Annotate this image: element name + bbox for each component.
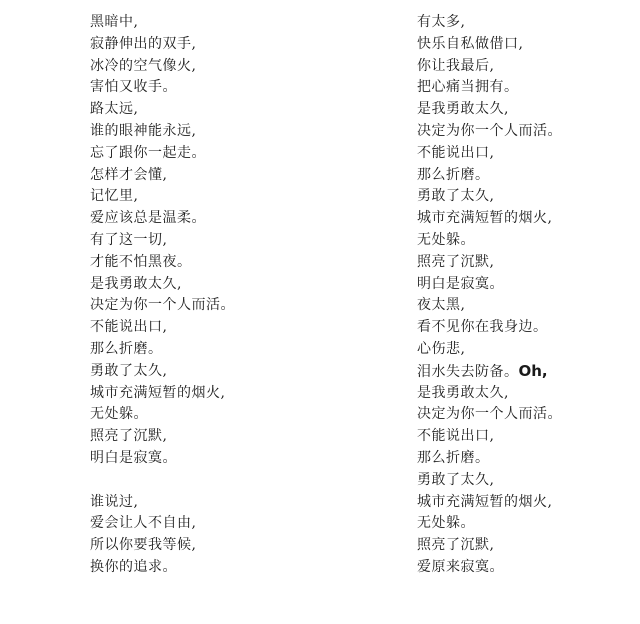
lyric-line: 是我勇敢太久, [417,101,509,118]
lyric-line: 你让我最后, [417,57,495,74]
lyric-line: 爱原来寂寞。 [417,558,504,575]
lyric-line: 决定为你一个人而活。 [90,297,235,314]
lyric-line: 明白是寂寞。 [417,275,504,292]
lyric-line: 记忆里, [90,188,139,205]
lyric-line: 无处躲。 [417,231,475,248]
lyric-line: 无处躲。 [90,406,148,423]
lyric-line: 决定为你一个人而活。 [417,406,562,423]
lyric-line: 冰冷的空气像火, [90,57,197,74]
lyric-line: 所以你要我等候, [90,537,197,554]
lyric-line: 那么折磨。 [90,340,163,357]
lyric-line: 照亮了沉默, [417,253,495,270]
lyrics-right-column [417,12,617,579]
lyric-line: 有了这一切, [90,231,168,248]
lyric-line: 那么折磨。 [417,449,490,466]
lyric-line: 寂静伸出的双手, [90,35,197,52]
lyric-line: 那么折磨。 [417,166,490,183]
lyric-line: 不能说出口, [417,144,495,161]
lyric-line: 快乐自私做借口, [417,35,524,52]
lyric-line: 不能说出口, [90,319,168,336]
lyric-line: 有太多, [417,14,466,30]
lyric-line: 决定为你一个人而活。 [417,122,562,139]
lyric-line: 夜太黑, [417,297,466,314]
lyrics-left-column [90,12,320,579]
lyric-line-with-exclamation [417,361,617,383]
lyric-line: 勇敢了太久, [417,188,495,205]
stanza-gap [90,470,320,492]
lyric-line: 明白是寂寞。 [90,449,177,466]
lyric-line: 忘了跟你一起走。 [90,144,206,161]
exclamation-oh: Oh, [518,361,548,380]
lyric-line: 勇敢了太久, [90,362,168,379]
lyric-line: 勇敢了太久, [417,471,495,488]
lyric-line: 换你的追求。 [90,558,177,575]
lyric-line: 是我勇敢太久, [417,384,509,401]
lyric-line-text: 泪水失去防备。 [417,363,519,380]
lyric-line: 照亮了沉默, [90,428,168,445]
lyric-line: 才能不怕黑夜。 [90,253,192,270]
lyric-line: 心伤悲, [417,340,466,357]
lyric-line: 无处躲。 [417,515,475,532]
lyric-line: 谁说过, [90,493,139,510]
lyric-line: 不能说出口, [417,428,495,445]
lyric-line: 是我勇敢太久, [90,275,182,292]
lyric-line: 照亮了沉默, [417,537,495,554]
lyric-line: 谁的眼神能永远, [90,122,197,139]
lyric-line: 怎样才会懂, [90,166,168,183]
lyric-line: 城市充满短暂的烟火, [90,384,226,401]
lyric-line: 爱应该总是温柔。 [90,210,206,227]
lyric-line: 路太远, [90,101,139,118]
lyric-line: 城市充满短暂的烟火, [417,493,553,510]
lyric-line: 害怕又收手。 [90,79,177,96]
lyric-line: 把心痛当拥有。 [417,79,519,96]
lyric-line: 爱会让人不自由, [90,515,197,532]
lyric-line: 看不见你在我身边。 [417,319,548,336]
lyric-line: 黑暗中, [90,14,139,30]
lyric-line: 城市充满短暂的烟火, [417,210,553,227]
